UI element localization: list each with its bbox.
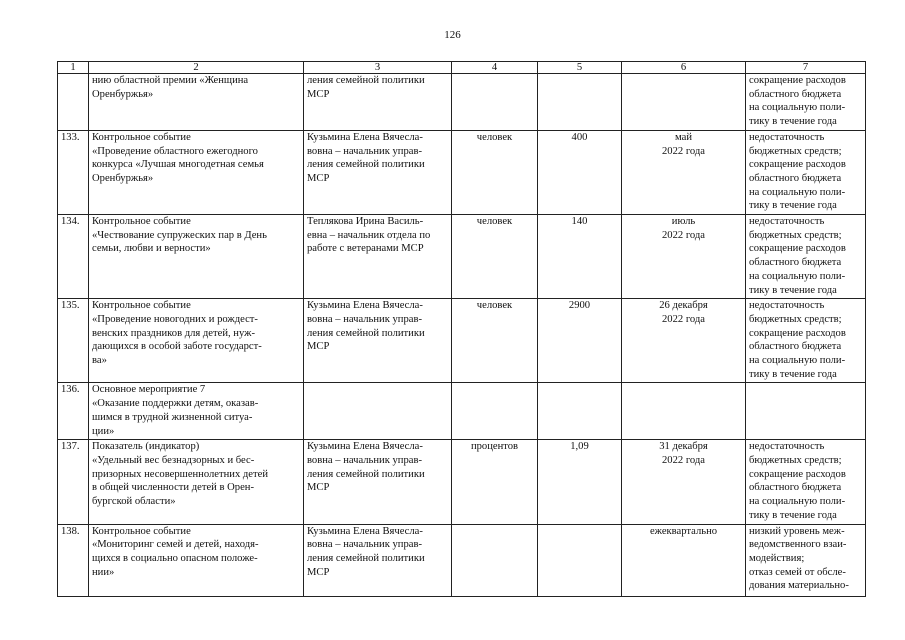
- row-number: 134.: [58, 215, 89, 299]
- event-name: Основное мероприятие 7 «Оказание поддержки детям, оказав- шимся в трудной жизненной ситуа- ции»: [89, 383, 304, 440]
- risks: низкий уровень меж- ведомственного взаи- модействия; отказ семей от обсле- дования материально-: [746, 524, 866, 596]
- deadline: май 2022 года: [622, 130, 746, 214]
- responsible-person: Теплякова Ирина Василь- евна – начальник отдела по работе с ветеранами МСР: [304, 215, 452, 299]
- event-name: нию областной премии «Женщина Оренбуржья»: [89, 74, 304, 131]
- risks: сокращение расходов областного бюджета на социальную поли- тику в течение года: [746, 74, 866, 131]
- risks: [746, 383, 866, 440]
- value: 400: [538, 130, 622, 214]
- table-row: [58, 74, 866, 131]
- table-row: [58, 215, 866, 299]
- unit: человек: [452, 130, 538, 214]
- deadline: ежеквартально: [622, 524, 746, 596]
- document-table: [57, 61, 866, 597]
- risks: недостаточность бюджетных средств; сокращение расходов областного бюджета на социальную поли- тику в течение года: [746, 130, 866, 214]
- unit: процентов: [452, 440, 538, 524]
- table-row: [58, 524, 866, 596]
- responsible-person: Кузьмина Елена Вячесла- вовна – начальник управ- ления семейной политики МСР: [304, 440, 452, 524]
- event-name: Показатель (индикатор) «Удельный вес безнадзорных и бес- призорных несовершеннолетних детей в общей численности детей в Орен- бургской области»: [89, 440, 304, 524]
- column-header: 4: [452, 62, 538, 74]
- unit: [452, 74, 538, 131]
- unit: человек: [452, 299, 538, 383]
- column-header: 6: [622, 62, 746, 74]
- deadline: [622, 383, 746, 440]
- row-number: 136.: [58, 383, 89, 440]
- risks: недостаточность бюджетных средств; сокращение расходов областного бюджета на социальную поли- тику в течение года: [746, 299, 866, 383]
- column-number-row: [58, 62, 866, 74]
- column-header: 2: [89, 62, 304, 74]
- deadline: 26 декабря 2022 года: [622, 299, 746, 383]
- column-header: 3: [304, 62, 452, 74]
- value: 2900: [538, 299, 622, 383]
- table-row: [58, 299, 866, 383]
- row-number: 135.: [58, 299, 89, 383]
- unit: [452, 383, 538, 440]
- value: [538, 524, 622, 596]
- deadline: 31 декабря 2022 года: [622, 440, 746, 524]
- value: [538, 74, 622, 131]
- row-number: 137.: [58, 440, 89, 524]
- risks: недостаточность бюджетных средств; сокращение расходов областного бюджета на социальную поли- тику в течение года: [746, 215, 866, 299]
- value: [538, 383, 622, 440]
- value: 1,09: [538, 440, 622, 524]
- deadline: июль 2022 года: [622, 215, 746, 299]
- unit: [452, 524, 538, 596]
- page-number: 126: [444, 29, 461, 41]
- responsible-person: Кузьмина Елена Вячесла- вовна – начальник управ- ления семейной политики МСР: [304, 130, 452, 214]
- column-header: 5: [538, 62, 622, 74]
- row-number: 133.: [58, 130, 89, 214]
- table-row: [58, 130, 866, 214]
- row-number: [58, 74, 89, 131]
- table-row: [58, 440, 866, 524]
- event-name: Контрольное событие «Проведение областного ежегодного конкурса «Лучшая многодетная семья Оренбуржья»: [89, 130, 304, 214]
- row-number: 138.: [58, 524, 89, 596]
- deadline: [622, 74, 746, 131]
- responsible-person: Кузьмина Елена Вячесла- вовна – начальник управ- ления семейной политики МСР: [304, 299, 452, 383]
- responsible-person: ления семейной политики МСР: [304, 74, 452, 131]
- unit: человек: [452, 215, 538, 299]
- column-header: 1: [58, 62, 89, 74]
- event-name: Контрольное событие «Проведение новогодних и рождест- венских праздников для детей, нуж- дающихся в особой заботе государст- ва»: [89, 299, 304, 383]
- column-header: 7: [746, 62, 866, 74]
- event-name: Контрольное событие «Чествование супружеских пар в День семьи, любви и верности»: [89, 215, 304, 299]
- event-name: Контрольное событие «Мониторинг семей и детей, находя- щихся в социально опасном положе- нии»: [89, 524, 304, 596]
- table-row: [58, 383, 866, 440]
- risks: недостаточность бюджетных средств; сокращение расходов областного бюджета на социальную поли- тику в течение года: [746, 440, 866, 524]
- value: 140: [538, 215, 622, 299]
- responsible-person: [304, 383, 452, 440]
- responsible-person: Кузьмина Елена Вячесла- вовна – начальник управ- ления семейной политики МСР: [304, 524, 452, 596]
